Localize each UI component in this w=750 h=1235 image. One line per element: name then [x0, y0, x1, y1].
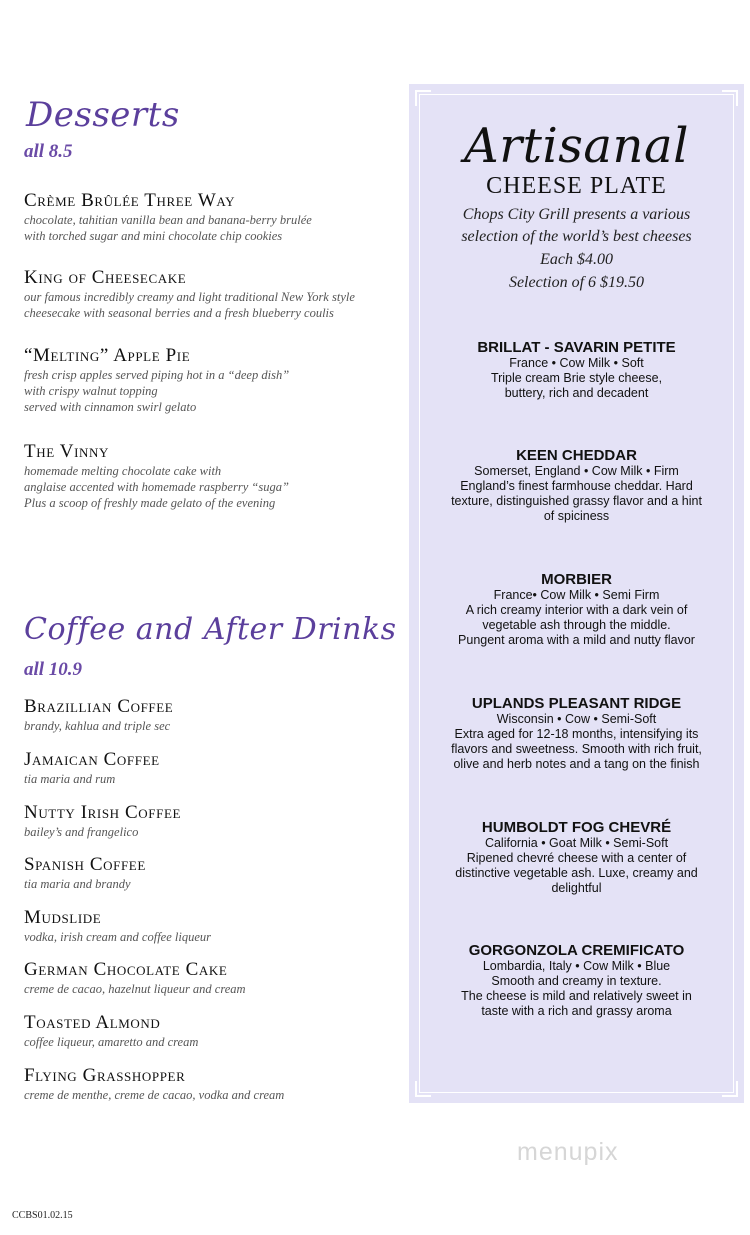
corner-ornament-icon — [722, 90, 738, 106]
dessert-item-name: King of Cheesecake — [24, 267, 187, 288]
cheese-detail: of spiciness — [543, 509, 610, 523]
cheese-detail: Ripened chevré cheese with a center of — [466, 851, 687, 865]
dessert-item-desc: cheesecake with seasonal berries and a fresh blueberry coulis — [24, 306, 334, 320]
drink-item-name: Brazillian Coffee — [24, 696, 174, 717]
cheese-panel — [409, 84, 744, 1103]
drink-item — [24, 959, 246, 997]
drink-item — [24, 696, 173, 734]
cheese-detail: Pungent aroma with a mild and nutty flavor — [458, 633, 695, 647]
drink-item-name: Toasted Almond — [24, 1012, 161, 1033]
dessert-item — [24, 190, 312, 244]
dessert-item-desc: fresh crisp apples served piping hot in a “deep dish” — [24, 368, 290, 382]
drink-item-desc: vodka, irish cream and coffee liqueur — [24, 930, 211, 944]
cheese-detail: distinctive vegetable ash. Luxe, creamy and — [455, 866, 698, 880]
cheese-title-caps: CHEESE PLATE — [486, 173, 667, 199]
drink-item-desc: creme de cacao, hazelnut liqueur and cream — [24, 982, 246, 996]
cheese-item — [409, 819, 744, 896]
drink-item — [24, 802, 181, 840]
drinks-title: Coffee and After Drinks — [24, 612, 397, 647]
dessert-item-desc: with crispy walnut topping — [24, 384, 158, 398]
drink-item-name: Flying Grasshopper — [24, 1065, 186, 1086]
drink-item-desc: bailey’s and frangelico — [24, 825, 139, 839]
dessert-item — [24, 345, 289, 415]
cheese-detail: Triple cream Brie style cheese, — [490, 371, 663, 385]
cheese-name: MORBIER — [541, 571, 612, 588]
cheese-name: KEEN CHEDDAR — [516, 447, 637, 464]
cheese-detail: olive and herb notes and a tang on the finish — [453, 757, 700, 771]
cheese-item — [409, 571, 744, 648]
drink-item — [24, 907, 211, 945]
cheese-intro: Selection of 6 $19.50 — [508, 274, 645, 291]
desserts-price: all 8.5 — [24, 141, 73, 162]
cheese-title-script: Artisanal — [464, 118, 689, 174]
drink-item-desc: creme de menthe, creme de cacao, vodka and cream — [24, 1088, 285, 1102]
footer-code: CCBS01.02.15 — [12, 1210, 73, 1221]
dessert-item-desc: with torched sugar and mini chocolate chip cookies — [24, 229, 283, 243]
drink-item-name: Spanish Coffee — [24, 854, 146, 875]
drink-item — [24, 854, 146, 892]
drink-item-name: Nutty Irish Coffee — [24, 802, 182, 823]
cheese-detail: Lombardia, Italy • Cow Milk • Blue — [482, 959, 671, 973]
cheese-detail: Smooth and creamy in texture. — [491, 974, 662, 988]
watermark-logo: menupix — [517, 1138, 619, 1166]
cheese-detail: France • Cow Milk • Soft — [509, 356, 644, 370]
cheese-name: GORGONZOLA CREMIFICATO — [468, 942, 685, 959]
cheese-detail: Somerset, England • Cow Milk • Firm — [474, 464, 679, 478]
cheese-intro: selection of the world’s best cheeses — [461, 228, 692, 245]
cheese-intro: Each $4.00 — [540, 251, 613, 268]
cheese-name: UPLANDS PLEASANT RIDGE — [471, 695, 682, 712]
cheese-item — [409, 942, 744, 1019]
cheese-detail: England’s finest farmhouse cheddar. Hard — [460, 479, 693, 493]
cheese-detail: The cheese is mild and relatively sweet in — [461, 989, 692, 1003]
dessert-item-desc: Plus a scoop of freshly made gelato of the evening — [24, 496, 276, 510]
cheese-detail: vegetable ash through the middle. — [482, 618, 671, 632]
drink-item-name: Mudslide — [24, 907, 102, 928]
cheese-detail: Wisconsin • Cow • Semi-Soft — [496, 712, 657, 726]
cheese-item — [409, 447, 744, 524]
cheese-intro: Chops City Grill presents a various — [462, 206, 691, 223]
drink-item — [24, 749, 160, 787]
drink-item-desc: coffee liqueur, amaretto and cream — [24, 1035, 199, 1049]
cheese-detail: Extra aged for 12-18 months, intensifying its — [454, 727, 699, 741]
desserts-title: Desserts — [26, 95, 180, 135]
corner-ornament-icon — [415, 90, 431, 106]
cheese-detail: California • Goat Milk • Semi-Soft — [484, 836, 669, 850]
cheese-item — [409, 695, 744, 772]
drink-item — [24, 1012, 198, 1050]
cheese-detail: flavors and sweetness. Smooth with rich fruit, — [451, 742, 702, 756]
drink-item-desc: brandy, kahlua and triple sec — [24, 719, 171, 733]
dessert-item-desc: our famous incredibly creamy and light traditional New York style — [24, 290, 355, 304]
dessert-item-name: Crème Brûlée Three Way — [24, 190, 236, 211]
dessert-item-desc: anglaise accented with homemade raspberry “suga” — [24, 480, 289, 494]
dessert-item-name: “Melting” Apple Pie — [24, 345, 191, 366]
cheese-item — [409, 339, 744, 401]
drink-item-desc: tia maria and rum — [24, 772, 116, 786]
cheese-detail: A rich creamy interior with a dark vein of — [465, 603, 688, 617]
cheese-detail: texture, distinguished grassy flavor and a hint — [451, 494, 702, 508]
dessert-item — [24, 441, 289, 511]
cheese-detail: buttery, rich and decadent — [504, 386, 649, 400]
corner-ornament-icon — [722, 1081, 738, 1097]
drink-item-desc: tia maria and brandy — [24, 877, 131, 891]
dessert-item-desc: served with cinnamon swirl gelato — [24, 400, 197, 414]
cheese-detail: delightful — [551, 881, 602, 895]
dessert-item-desc: chocolate, tahitian vanilla bean and banana-berry brulée — [24, 213, 312, 227]
drinks-price: all 10.9 — [24, 659, 83, 680]
cheese-name: HUMBOLDT FOG CHEVRÉ — [481, 819, 672, 836]
drink-item — [24, 1065, 284, 1103]
corner-ornament-icon — [415, 1081, 431, 1097]
dessert-item-desc: homemade melting chocolate cake with — [24, 464, 222, 478]
cheese-detail: taste with a rich and grassy aroma — [481, 1004, 672, 1018]
drink-item-name: Jamaican Coffee — [24, 749, 160, 770]
drink-item-name: German Chocolate Cake — [24, 959, 228, 980]
cheese-detail: France• Cow Milk • Semi Firm — [493, 588, 660, 602]
dessert-item — [24, 267, 355, 321]
cheese-name: BRILLAT - SAVARIN PETITE — [477, 339, 676, 356]
dessert-item-name: The Vinny — [24, 441, 109, 462]
